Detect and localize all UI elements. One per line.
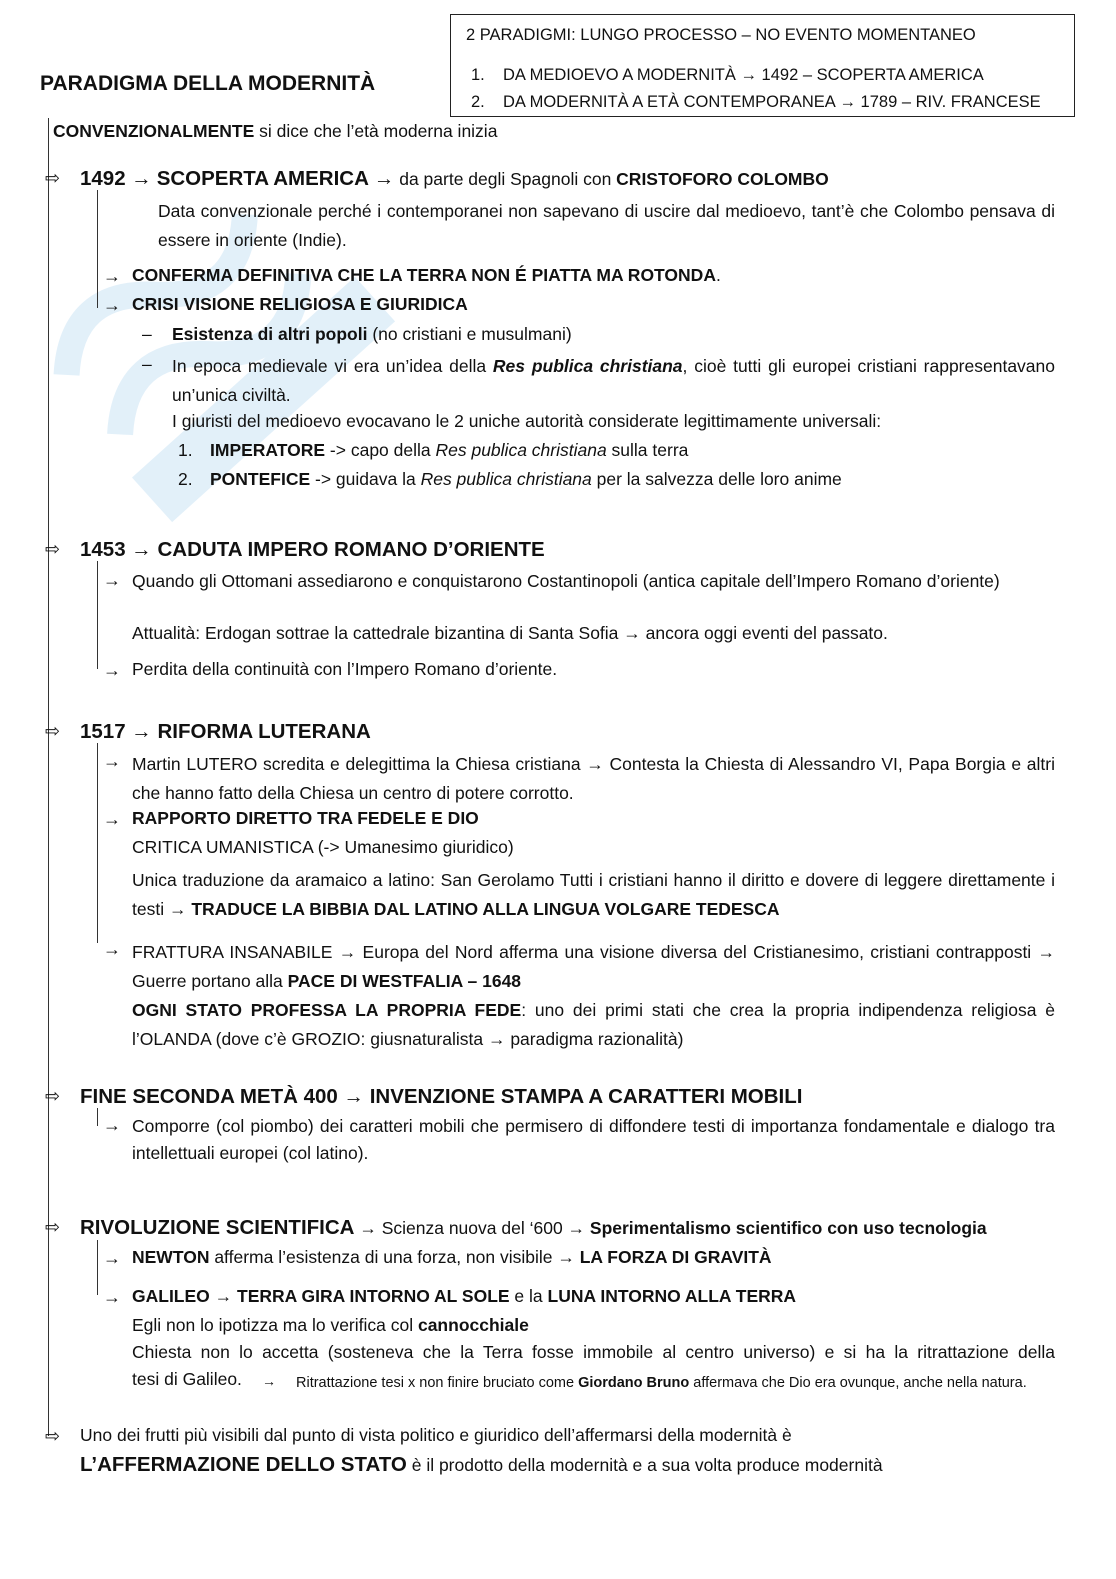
dash-item: In epoca medievale vi era un’idea della Res publica christiana, cioè tutti gli europei cristiani rappresentavano un’unica civiltà. bbox=[172, 356, 1056, 405]
box-title: 2 PARADIGMI: LUNGO PROCESSO – NO EVENTO MOMENTANEO bbox=[466, 26, 976, 44]
footnote: Ritrattazione tesi x non finire bruciato come Giordano Bruno affermava che Dio era ovunque, anche nella natura. bbox=[296, 1375, 1027, 1391]
bullet-item: RAPPORTO DIRETTO TRA FEDELE E DIO bbox=[132, 808, 479, 828]
main-arrow-icon: ⇨ bbox=[45, 1086, 61, 1106]
dash-item: Esistenza di altri popoli (no cristiani e musulmani) bbox=[172, 324, 572, 344]
main-arrow-icon: ⇨ bbox=[45, 539, 61, 559]
bullet-item: Perdita della continuità con l’Impero Romano d’oriente. bbox=[132, 659, 558, 679]
branch-line bbox=[97, 1240, 98, 1295]
section-heading-1517: 1517 → RIFORMA LUTERANA bbox=[80, 720, 371, 743]
sub-arrow-icon: → bbox=[103, 1287, 121, 1307]
sub-arrow-icon: → bbox=[103, 1248, 121, 1268]
sub-arrow-icon: → bbox=[103, 266, 121, 286]
sub-arrow-icon: → bbox=[103, 751, 121, 771]
branch-line bbox=[97, 561, 98, 669]
box-item: 2. DA MODERNITÀ A ETÀ CONTEMPORANEA → 1789 – RIV. FRANCESE bbox=[471, 93, 1041, 111]
dash-icon: – bbox=[142, 324, 152, 344]
bullet-item: Martin LUTERO scredita e delegittima la Chiesa cristiana → Contesta la Chiesta di Alessandro VI, Papa Borgia e altri che hanno fatto della Chiesa un centro di potere corrotto. bbox=[132, 754, 1055, 803]
section-heading-1453: 1453 → CADUTA IMPERO ROMANO D’ORIENTE bbox=[80, 538, 545, 561]
sub-arrow-icon: → bbox=[103, 570, 121, 590]
paragraph: Egli non lo ipotizza ma lo verifica col cannocchiale bbox=[132, 1315, 529, 1335]
sub-arrow-icon: → bbox=[103, 660, 121, 680]
bullet-item: NEWTON afferma l’esistenza di una forza, non visibile → LA FORZA DI GRAVITÀ bbox=[132, 1247, 772, 1267]
main-arrow-icon: ⇨ bbox=[45, 1426, 61, 1446]
bullet-item: FRATTURA INSANABILE → Europa del Nord afferma una visione diversa del Cristianesimo, cristiani contrapposti → Guerre portano alla PACE DI WESTFALIA – 1648 bbox=[132, 942, 1055, 991]
main-arrow-icon: ⇨ bbox=[45, 1217, 61, 1237]
paragraph: Chiesta non lo accetta (sosteneva che la Terra fosse immobile al centro universo) e si ha la ritrattazione della bbox=[132, 1342, 1055, 1362]
paragraph: Unica traduzione da aramaico a latino: San Gerolamo Tutti i cristiani hanno il diritto e dovere di leggere direttamente i testi → TRADUCE LA BIBBIA DAL LATINO ALLA LINGUA VOLGARE TEDESCA bbox=[132, 870, 1055, 919]
section-heading-stampa: FINE SECONDA METÀ 400 → INVENZIONE STAMPA A CARATTERI MOBILI bbox=[80, 1085, 803, 1108]
bullet-item: Quando gli Ottomani assediarono e conquistarono Costantinopoli (antica capitale dell’Impero Romano d’oriente) bbox=[132, 571, 1000, 591]
list-item: 2. PONTEFICE -> guidava la Res publica christiana per la salvezza delle loro anime bbox=[178, 469, 842, 489]
sub-arrow-icon: → bbox=[103, 295, 121, 315]
box-item: 1. DA MEDIOEVO A MODERNITÀ → 1492 – SCOPERTA AMERICA bbox=[471, 66, 984, 84]
closing-statement: L’AFFERMAZIONE DELLO STATO è il prodotto della modernità e a sua volta produce modernità bbox=[80, 1453, 883, 1476]
paragraph: OGNI STATO PROFESSA LA PROPRIA FEDE: uno dei primi stati che crea la propria indipendenza religiosa è l’OLANDA (dove c’è GROZIO: giusnaturalista → paradigma razionalità) bbox=[132, 1000, 1055, 1049]
paragraph: Attualità: Erdogan sottrae la cattedrale bizantina di Santa Sofia → ancora oggi eventi del passato. bbox=[132, 623, 888, 643]
dash-icon: – bbox=[142, 354, 152, 374]
bullet-item: CONFERMA DEFINITIVA CHE LA TERRA NON É PIATTA MA ROTONDA. bbox=[132, 265, 721, 285]
main-arrow-icon: ⇨ bbox=[45, 168, 61, 188]
main-arrow-icon: ⇨ bbox=[45, 721, 61, 741]
sub-arrow-icon: → bbox=[103, 1115, 121, 1135]
intro-line: CONVENZIONALMENTE si dice che l’età moderna inizia bbox=[53, 121, 498, 141]
paragraph: Data convenzionale perché i contemporanei non sapevano di uscire dal medioevo, tant’è che Colombo pensava di essere in oriente (Indie). bbox=[158, 201, 1055, 250]
sub-arrow-icon: → bbox=[103, 809, 121, 829]
branch-line bbox=[97, 1108, 98, 1126]
branch-line bbox=[97, 190, 98, 308]
paradigms-box bbox=[450, 14, 1075, 117]
bullet-item: GALILEO → TERRA GIRA INTORNO AL SOLE e la LUNA INTORNO ALLA TERRA bbox=[132, 1286, 797, 1306]
sub-arrow-icon: → bbox=[103, 939, 121, 959]
paragraph: tesi di Galileo. bbox=[132, 1369, 242, 1389]
paragraph: CRITICA UMANISTICA (-> Umanesimo giuridico) bbox=[132, 837, 514, 857]
main-timeline-line bbox=[48, 118, 49, 1436]
branch-line bbox=[97, 743, 98, 943]
section-heading-rivoluzione: RIVOLUZIONE SCIENTIFICA → Scienza nuova del ‘600 → Sperimentalismo scientifico con uso tecnologia bbox=[80, 1216, 987, 1239]
bullet-item: CRISI VISIONE RELIGIOSA E GIURIDICA bbox=[132, 294, 468, 314]
closing-paragraph: Uno dei frutti più visibili dal punto di vista politico e giuridico dell’affermarsi della modernità è bbox=[80, 1425, 792, 1445]
page-title: PARADIGMA DELLA MODERNITÀ bbox=[40, 72, 376, 95]
list-item: 1. IMPERATORE -> capo della Res publica christiana sulla terra bbox=[178, 440, 689, 460]
paragraph: I giuristi del medioevo evocavano le 2 uniche autorità considerate legittimamente universali: bbox=[172, 411, 882, 431]
sub-arrow-icon: → bbox=[262, 1373, 276, 1389]
section-heading-1492: 1492 → SCOPERTA AMERICA → da parte degli Spagnoli con CRISTOFORO COLOMBO bbox=[80, 167, 829, 190]
bullet-item: Comporre (col piombo) dei caratteri mobili che permisero di diffondere testi di importanza fondamentale e dialogo tra intellettuali europei (col latino). bbox=[132, 1116, 1055, 1163]
